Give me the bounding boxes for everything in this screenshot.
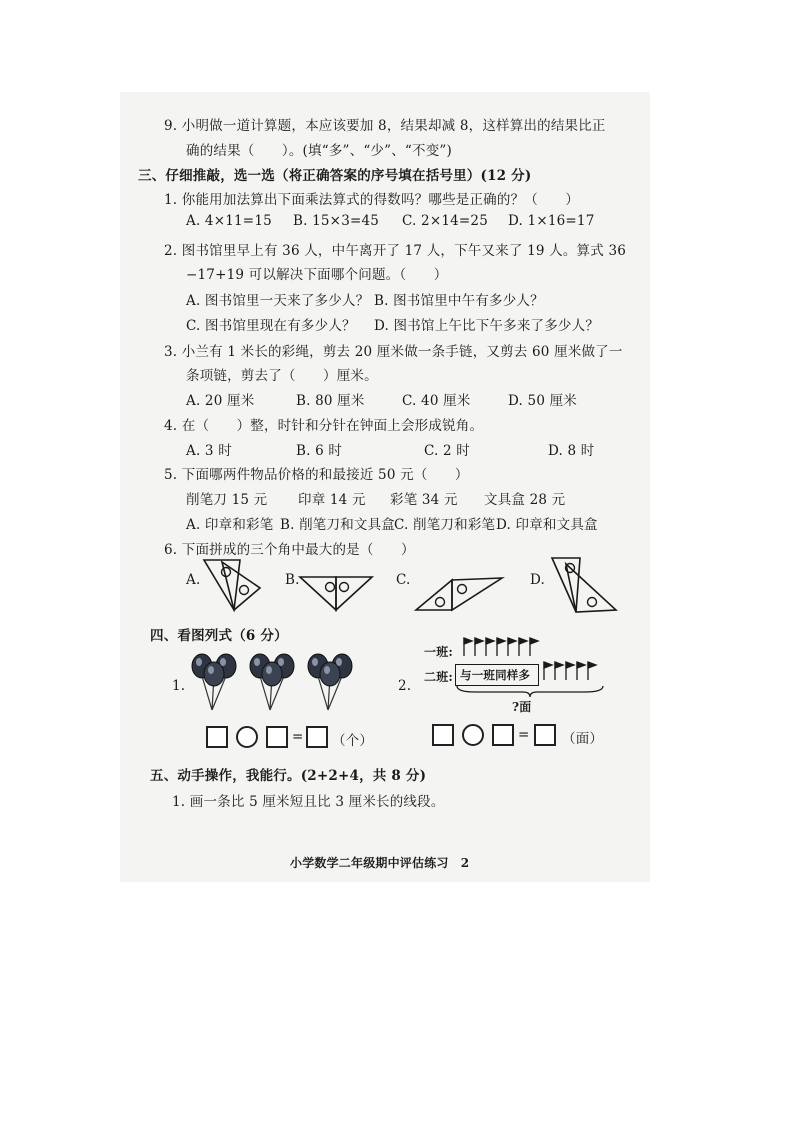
s3-q5-option-b: B. 削笔刀和文具盒: [280, 517, 396, 533]
s3-q5-item-1: 削笔刀 15 元: [186, 492, 268, 508]
s3-q6-option-c: C.: [396, 572, 411, 588]
s3-q5-item-4: 文具盒 28 元: [484, 492, 566, 508]
p1-equals: =: [292, 729, 304, 745]
p1-operator-circle[interactable]: [236, 726, 258, 748]
s3-q1-option-a: A. 4×11=15: [186, 213, 272, 229]
section4-heading: 四、看图列式（6 分）: [150, 628, 288, 644]
p2-equals: =: [518, 727, 530, 743]
s3-q4-option-d: D. 8 时: [548, 443, 595, 459]
s3-q3-line2: 条项链，剪去了（ ）厘米。: [186, 368, 378, 384]
p2-answer-box-3[interactable]: [534, 724, 556, 746]
angle-figure-b: [298, 574, 374, 614]
p2-answer-box-1[interactable]: [432, 724, 454, 746]
balloon-bunch-1-icon: [188, 652, 240, 714]
section5-heading: 五、动手操作，我能行。(2+2+4，共 8 分): [150, 768, 427, 784]
s3-q6-option-b: B.: [285, 572, 300, 588]
page-footer: 小学数学二年级期中评估练习 2: [290, 856, 470, 870]
angle-figure-c: [410, 572, 504, 614]
p1-answer-box-2[interactable]: [266, 726, 288, 748]
s3-q1-stem: 1. 你能用加法算出下面乘法算式的得数吗？哪些是正确的？（ ）: [164, 192, 580, 208]
p1-unit: （个）: [332, 733, 374, 749]
s3-q1-option-c: C. 2×14=25: [402, 213, 488, 229]
s3-q3-line1: 3. 小兰有 1 米长的彩绳，剪去 20 厘米做一条手链，又剪去 60 厘米做了一: [164, 344, 623, 360]
s3-q5-option-a: A. 印章和彩笔: [186, 517, 274, 533]
s3-q4-option-b: B. 6 时: [296, 443, 343, 459]
total-brace-icon: [455, 684, 605, 698]
s3-q2-option-c: C. 图书馆里现在有多少人？: [186, 318, 356, 334]
s3-q3-option-c: C. 40 厘米: [402, 393, 471, 409]
s3-q6-stem: 6. 下面拼成的三个角中最大的是（ ）: [164, 542, 415, 558]
s3-q5-stem: 5. 下面哪两件物品价格的和最接近 50 元（ ）: [164, 467, 469, 483]
s3-q6-option-d: D.: [530, 572, 546, 588]
s3-q6-option-a: A.: [186, 572, 201, 588]
s3-q2-line2: −17+19 可以解决下面哪个问题。（ ）: [186, 267, 448, 283]
s3-q4-option-a: A. 3 时: [186, 443, 232, 459]
p2-unit: （面）: [562, 731, 604, 747]
s3-q5-option-d: D. 印章和文具盒: [496, 517, 598, 533]
s3-q4-option-c: C. 2 时: [424, 443, 471, 459]
class2-extra-flags-icon: [540, 660, 604, 682]
angle-figure-a: [200, 556, 264, 616]
s3-q3-option-a: A. 20 厘米: [186, 393, 255, 409]
p2-answer-box-2[interactable]: [492, 724, 514, 746]
p1-answer-box-3[interactable]: [306, 726, 328, 748]
s3-q1-option-b: B. 15×3=45: [293, 213, 380, 229]
class1-label: 一班:: [424, 645, 454, 659]
p2-operator-circle[interactable]: [462, 724, 484, 746]
s3-q4-stem: 4. 在（ ）整，时针和分针在钟面上会形成锐角。: [164, 418, 484, 434]
s3-q2-option-a: A. 图书馆里一天来了多少人？: [186, 293, 370, 309]
q9-line2: 确的结果（ ）。(填“多”、“少”、“不变”): [186, 143, 452, 159]
angle-figure-d: [548, 554, 620, 616]
s3-q1-option-d: D. 1×16=17: [508, 213, 595, 229]
s3-q5-option-c: C. 削笔刀和彩笔: [394, 517, 496, 533]
s3-q3-option-d: D. 50 厘米: [508, 393, 577, 409]
class2-label: 二班:: [424, 670, 454, 684]
balloon-bunch-2-icon: [246, 652, 298, 714]
s3-q2-option-d: D. 图书馆上午比下午多来了多少人？: [374, 318, 600, 334]
total-question-label: ?面: [512, 700, 532, 714]
s3-q5-item-2: 印章 14 元: [298, 492, 366, 508]
s3-q2-option-b: B. 图书馆里中午有多少人？: [374, 293, 544, 309]
s4-p1-number: 1.: [172, 678, 186, 694]
class1-flags-icon: [460, 636, 544, 658]
balloon-bunch-3-icon: [304, 652, 356, 714]
s3-q2-line1: 2. 图书馆里早上有 36 人，中午离开了 17 人，下午又来了 19 人。算式 36: [164, 243, 627, 259]
s4-p2-number: 2.: [398, 678, 412, 694]
same-as-class1-text: 与一班同样多: [460, 668, 531, 682]
q9-line1: 9. 小明做一道计算题，本应该要加 8，结果却减 8，这样算出的结果比正: [164, 118, 606, 134]
p1-answer-box-1[interactable]: [206, 726, 228, 748]
s3-q3-option-b: B. 80 厘米: [296, 393, 365, 409]
s5-q1: 1. 画一条比 5 厘米短且比 3 厘米长的线段。: [172, 794, 445, 810]
s3-q5-item-3: 彩笔 34 元: [390, 492, 458, 508]
section3-heading: 三、仔细推敲，选一选（将正确答案的序号填在括号里）(12 分): [138, 168, 532, 184]
